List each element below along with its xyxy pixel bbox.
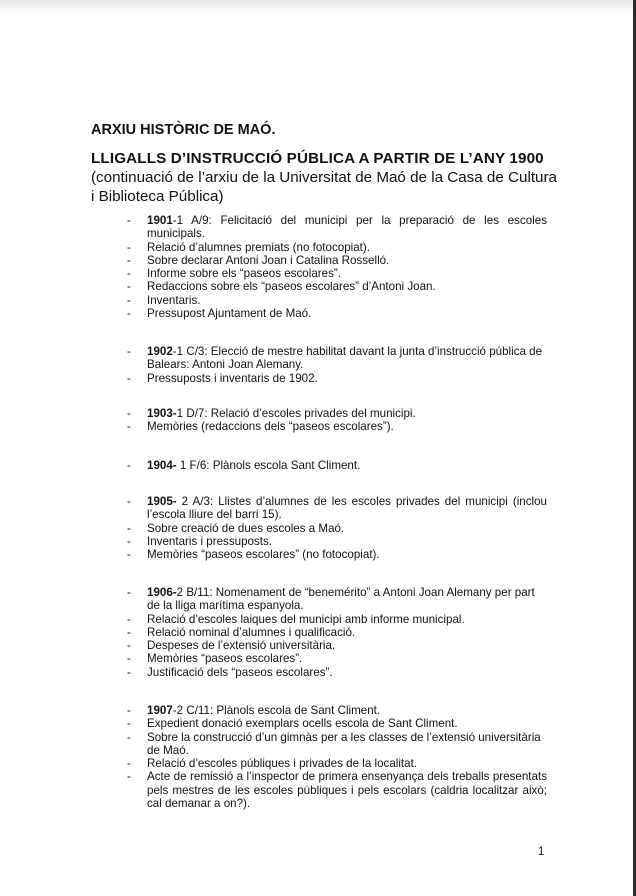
list-item [127,770,547,810]
bullet-dash: - [127,612,131,626]
list-item [127,666,547,679]
section-1901 [127,214,547,320]
list-item [127,586,547,613]
list-item [127,267,547,280]
bullet-dash: - [127,240,131,254]
list-item [127,548,547,561]
list-item [127,307,547,320]
bullet-dash: - [127,307,131,321]
bullet-dash: - [127,420,131,434]
item-text: Informe sobre els “paseos escolares”. [147,267,341,281]
bullet-dash: - [127,770,131,784]
item-text: 1 D/7: Relació d’escoles privades del municipi. [176,407,416,420]
bullet-dash: - [127,280,131,294]
item-text: 2 A/3: Llistes d’alumnes de les escoles privades del municipi (inclou l’escola lliure del barri 15). [147,495,547,522]
list-item [127,613,547,626]
bullet-dash: - [127,548,131,562]
list-item [127,757,547,770]
item-text: 1 F/6: Plànols escola Sant Climent. [176,459,361,472]
list-item [127,535,547,548]
list-item [127,254,547,267]
bullet-dash: - [127,665,131,679]
bullet-dash: - [127,267,131,281]
item-text: Relació d’alumnes premiats (no fotocopiat). [147,240,370,254]
bullet-dash: - [127,459,131,472]
section-1903 [127,407,547,434]
archive-title: ARXIU HISTÒRIC DE MAÓ. [91,122,276,138]
item-text: Inventaris. [147,293,201,307]
item-text: Sobre declarar Antoni Joan i Catalina Rosselló. [147,253,390,267]
year-label: 1904- [147,459,177,472]
list-item [127,214,547,241]
list-item [127,495,547,522]
year-label: 1905- [147,495,177,508]
item-text: Sobre creació de dues escoles a Maó. [147,521,345,535]
list-item [127,626,547,639]
bullet-dash: - [127,253,131,267]
item-text: Despeses de l’extensió universitària. [147,639,336,653]
item-text: -1 A/9: Felicitació del municipi per la preparació de les escoles municipals. [147,214,547,241]
item-text: Inventaris i pressuposts. [147,534,273,548]
list-item [127,420,547,433]
item-text: Justificació dels “paseos escolares”. [147,665,333,679]
list-item [127,639,547,652]
list-item [127,704,547,717]
page-number: 1 [538,846,545,858]
item-text: Relació nominal d’alumnes i qualificació. [147,625,356,639]
bullet-dash: - [127,345,131,358]
item-text: Memòries “paseos escolares”. [147,652,303,666]
bullet-dash: - [127,757,131,771]
section-1906 [127,586,547,679]
list-item [127,459,547,472]
list-item [127,241,547,254]
bullet-dash: - [127,652,131,666]
year-label: 1906- [147,586,177,599]
year-label: 1901 [147,214,173,227]
list-item [127,372,547,385]
section-1904 [127,459,547,472]
list-item [127,407,547,420]
bullet-dash: - [127,371,131,385]
bullet-dash: - [127,521,131,535]
list-item [127,652,547,665]
year-label: 1902 [147,345,173,358]
item-text: Acte de remissió a l’inspector de primera ensenyança dels treballs presentats pels mestres de les escoles públiques i pels escolars (caldria localitzar això; cal demanar a on?). [147,770,547,811]
bullet-dash: - [127,534,131,548]
bullet-dash: - [127,625,131,639]
bullet-dash: - [127,586,131,599]
list-item [127,280,547,293]
year-label: 1907 [147,704,173,717]
bullet-dash: - [127,639,131,653]
item-text: Expedient donació exemplars ocells escola de Sant Climent. [147,717,458,731]
bullet-dash: - [127,407,131,420]
bullet-dash: - [127,704,131,717]
year-label: 1903- [147,407,177,420]
item-text: Pressuposts i inventaris de 1902. [147,371,318,385]
list-item [127,731,547,758]
window-top-shade [0,0,636,14]
item-text: Relació d’escoles laiques del municipi amb informe municipal. [147,612,465,626]
list-item [127,345,547,372]
item-text: 2 B/11: Nomenament de “benemérito” a Antoni Joan Alemany per part de la lliga marítima espanyola. [147,586,535,613]
section-1905 [127,495,547,561]
section-1907 [127,704,547,810]
item-text: Sobre la construcció d’un gimnàs per a les classes de l’extensió universitària de Maó. [147,730,541,757]
item-text: Redaccions sobre els “paseos escolares” d’Antoni Joan. [147,280,436,294]
list-item [127,717,547,730]
bullet-dash: - [127,293,131,307]
document-heading: LLIGALLS D’INSTRUCCIÓ PÚBLICA A PARTIR DE L’ANY 1900 [91,150,544,167]
section-1902 [127,345,547,385]
document-subtitle: (continuació de l’arxiu de la Universitat de Maó de la Casa de Cultura i Biblioteca Pública) [91,169,557,205]
item-text: -2 C/11: Plànols escola de Sant Climent. [172,704,381,717]
item-text: Memòries “paseos escolares” (no fotocopiat). [147,548,380,562]
bullet-dash: - [127,730,131,744]
item-text: -1 C/3: Elecció de mestre habilitat davant la junta d’instrucció pública de Balears: Antoni Joan Alemany. [147,345,543,372]
bullet-dash: - [127,214,131,227]
item-text: Memòries (redaccions dels “paseos escolares”). [147,420,394,434]
bullet-dash: - [127,717,131,731]
list-item [127,522,547,535]
bullet-dash: - [127,495,131,508]
list-item [127,294,547,307]
item-text: Pressupost Ajuntament de Maó. [147,307,312,321]
item-text: Relació d’escoles públiques i privades de la localitat. [147,757,418,771]
